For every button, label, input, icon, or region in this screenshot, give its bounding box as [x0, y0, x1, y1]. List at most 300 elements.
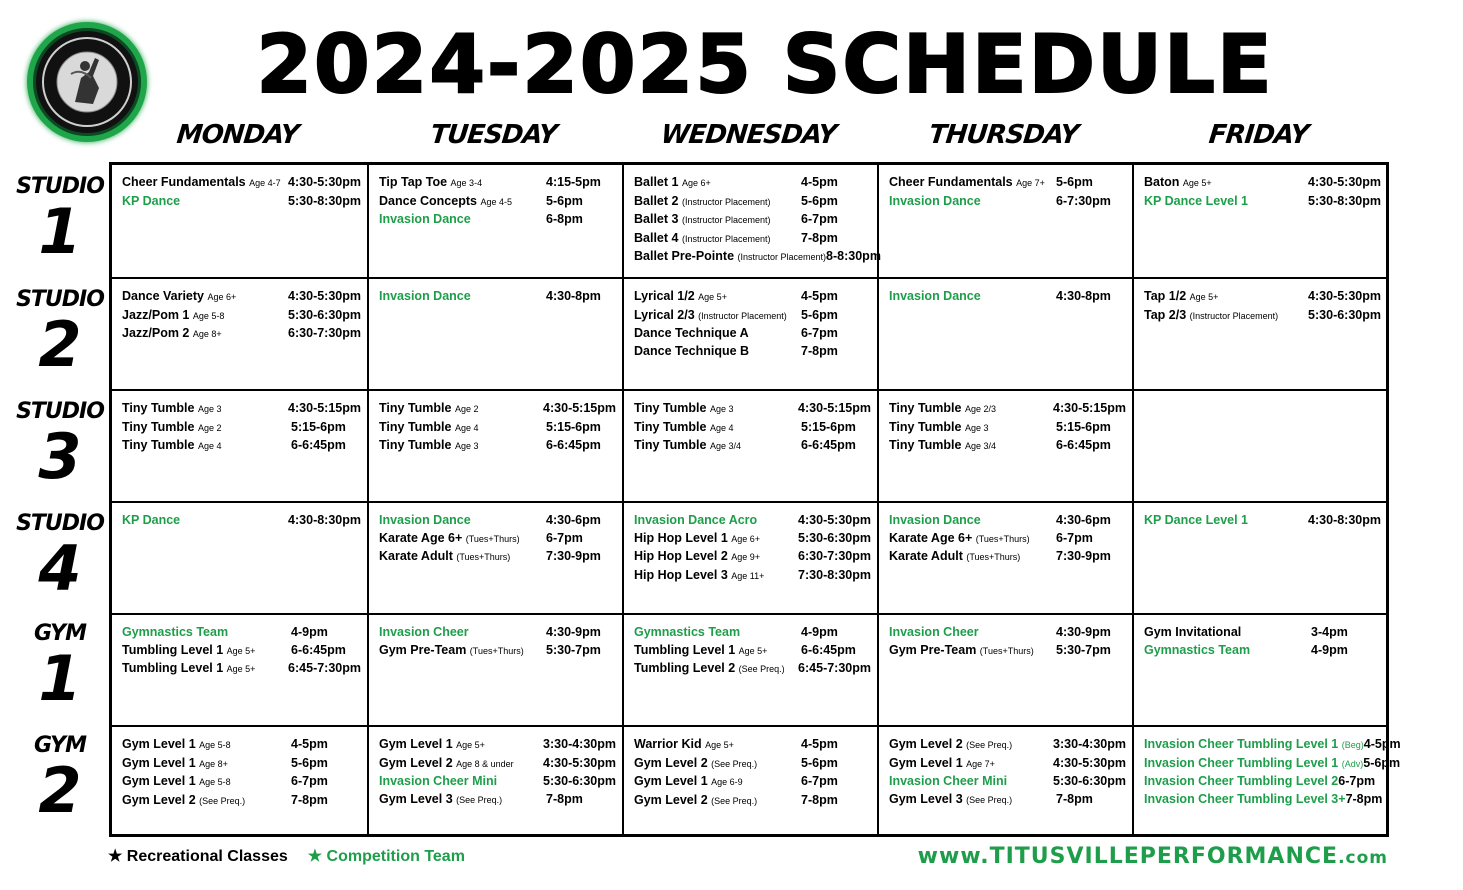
class-note: Age 4-5 — [480, 196, 512, 207]
class-time: 5-6pm — [291, 755, 328, 770]
class-entry — [379, 437, 616, 456]
class-time: 6:45-7:30pm — [798, 661, 871, 675]
schedule-cell — [367, 503, 622, 613]
class-name — [889, 791, 1012, 810]
class-time: 7:30-9pm — [1056, 549, 1111, 563]
class-time: 6-7pm — [801, 326, 838, 340]
class-entry — [122, 288, 361, 307]
schedule-row — [112, 389, 1386, 501]
class-entry — [122, 174, 361, 193]
class-name — [889, 755, 995, 774]
class-name — [634, 437, 741, 456]
class-name — [122, 642, 255, 661]
class-note: (Instructor Placement) — [681, 196, 771, 207]
schedule-cell — [622, 391, 877, 501]
class-title: Gym Level 1 — [122, 755, 196, 770]
class-title: Tiny Tumble — [634, 419, 707, 434]
class-note: (Adv) — [1341, 758, 1364, 769]
class-note: Age 4-7 — [249, 178, 281, 188]
class-title: Gymnastics Team — [122, 625, 229, 639]
class-note: Age 6+ — [207, 292, 237, 302]
class-title: Karate Adult — [889, 549, 963, 563]
class-title: Gym Pre-Team — [379, 642, 467, 657]
class-time: 4-9pm — [801, 625, 838, 639]
class-name — [122, 174, 281, 193]
class-note: Age 9+ — [731, 552, 761, 562]
class-name — [634, 174, 711, 193]
class-entry — [889, 419, 1126, 438]
class-entry — [122, 660, 361, 679]
class-time: 7-8pm — [801, 792, 838, 807]
class-entry — [1144, 512, 1381, 530]
class-title: Tiny Tumble — [122, 419, 195, 434]
class-name — [379, 548, 510, 567]
class-time: 6-7:30pm — [1056, 193, 1111, 208]
class-entry — [889, 791, 1126, 810]
class-time: 4:30-8pm — [1056, 289, 1111, 303]
class-time: 3:30-4:30pm — [543, 737, 616, 751]
class-title: Hip Hop Level 2 — [634, 549, 728, 563]
class-time: 5-6pm — [1056, 175, 1093, 189]
class-title: Dance Technique B — [634, 343, 750, 358]
schedule-row — [112, 165, 1386, 277]
class-time: 4:30-5:30pm — [1053, 755, 1126, 770]
class-entry — [889, 193, 1126, 211]
class-time: 4:30-8:30pm — [288, 513, 361, 527]
class-entry — [634, 736, 871, 755]
class-note: (Beg) — [1341, 740, 1364, 750]
class-note: Age 3 — [197, 404, 222, 414]
class-note: (See Preq.) — [738, 664, 785, 674]
class-title: Gym Invitational — [1144, 625, 1242, 639]
class-note: Age 4 — [197, 441, 222, 451]
class-name — [379, 512, 471, 530]
class-note: (See Preq.) — [199, 795, 246, 806]
class-time: 5:15-6pm — [1056, 419, 1111, 434]
schedule-cell — [622, 279, 877, 389]
class-time: 4:30-5:15pm — [1053, 401, 1126, 415]
class-title: Tumbling Level 1 — [122, 642, 224, 657]
class-time: 4:30-5:15pm — [798, 401, 871, 415]
class-entry — [379, 211, 616, 229]
class-title: Invasion Cheer Tumbling Level 1 — [1144, 737, 1339, 751]
class-note: Age 3-4 — [450, 178, 483, 188]
class-title: Ballet 4 — [634, 230, 679, 245]
class-name — [1144, 755, 1363, 774]
class-entry — [634, 530, 871, 549]
website-suffix: .com — [1338, 848, 1388, 868]
class-time: 4:30-5:15pm — [543, 401, 616, 415]
class-time: 4:30-5:30pm — [288, 175, 361, 189]
class-title: Gym Level 1 — [889, 755, 963, 770]
class-time: 4-5pm — [1363, 737, 1401, 751]
class-time: 6-6:45pm — [546, 438, 601, 452]
class-note: Age 4 — [709, 422, 734, 433]
class-name — [634, 248, 826, 267]
room-label-number: 2 — [38, 308, 82, 381]
class-entry — [889, 548, 1126, 567]
class-title: Karate Age 6+ — [379, 530, 463, 545]
class-note: (Instructor Placement) — [737, 252, 827, 262]
class-title: Gym Level 2 — [634, 792, 708, 807]
class-entry — [634, 419, 871, 438]
class-entry — [379, 400, 616, 419]
schedule-cell — [877, 503, 1132, 613]
class-time: 4:30-9pm — [546, 625, 601, 639]
class-title: KP Dance — [122, 513, 181, 527]
class-entry — [634, 755, 871, 774]
class-time: 4:30-9pm — [1056, 625, 1111, 639]
class-title: Invasion Dance — [379, 289, 471, 303]
class-title: Invasion Dance — [889, 513, 981, 527]
class-note: Age 3 — [454, 441, 479, 451]
class-note: Age 3 — [964, 422, 989, 433]
class-name — [379, 211, 471, 229]
class-entry — [889, 437, 1126, 456]
class-name — [634, 400, 733, 419]
schedule-cell — [367, 727, 622, 834]
schedule-cell — [367, 165, 622, 277]
class-name — [122, 437, 221, 456]
class-note: (Instructor Placement) — [681, 215, 771, 225]
class-time: 4:30-6pm — [546, 513, 601, 527]
class-name — [889, 548, 1020, 567]
class-note: Age 3/4 — [964, 441, 996, 451]
class-time: 6:30-7:30pm — [288, 326, 361, 340]
class-entry — [634, 230, 871, 249]
class-name — [634, 288, 727, 307]
room-label-name: GYM — [34, 733, 86, 758]
class-time: 4:30-5:30pm — [798, 513, 871, 527]
class-entry — [1144, 642, 1381, 660]
room-label-number: 4 — [38, 532, 82, 605]
class-note: Age 5+ — [1189, 292, 1219, 302]
class-name — [379, 642, 524, 661]
room-label-number: 1 — [38, 642, 82, 715]
class-entry — [634, 792, 871, 811]
class-time: 5:30-6:30pm — [543, 774, 616, 788]
class-name — [634, 230, 770, 249]
class-entry — [1144, 736, 1401, 755]
day-header-friday: FRIDAY — [1207, 120, 1310, 150]
day-header-tuesday: TUESDAY — [428, 120, 559, 150]
class-note: (Tues+Thurs) — [979, 645, 1034, 656]
class-entry — [379, 773, 616, 791]
class-name — [634, 211, 770, 230]
class-entry — [1144, 174, 1381, 193]
class-title: Hip Hop Level 3 — [634, 567, 728, 582]
class-title: Hip Hop Level 1 — [634, 530, 728, 545]
class-entry — [1144, 755, 1401, 774]
class-title: Karate Age 6+ — [889, 530, 973, 545]
class-name — [1144, 773, 1338, 791]
class-time: 4:30-6pm — [1056, 513, 1111, 527]
schedule-cell — [877, 165, 1132, 277]
class-title: Jazz/Pom 2 — [122, 326, 190, 340]
schedule-row — [112, 501, 1386, 613]
class-title: Gym Level 2 — [634, 755, 708, 770]
class-name — [379, 773, 497, 791]
class-time: 4:30-5:30pm — [288, 289, 361, 303]
class-title: Gym Level 1 — [379, 737, 453, 751]
class-name — [122, 288, 236, 307]
class-note: Age 8+ — [192, 329, 222, 339]
class-entry — [379, 193, 616, 212]
class-name — [1144, 193, 1248, 211]
class-time: 5:15-6pm — [546, 419, 601, 434]
class-name — [1144, 736, 1364, 755]
class-name — [379, 419, 478, 438]
schedule-cell — [877, 615, 1132, 725]
day-header-wednesday: WEDNESDAY — [659, 120, 838, 150]
class-note: (Tues+Thurs) — [456, 552, 511, 562]
class-entry — [889, 530, 1126, 549]
class-time: 7:30-9pm — [546, 549, 601, 563]
class-title: Dance Concepts — [379, 193, 477, 208]
class-time: 5:30-6:30pm — [798, 530, 871, 545]
class-entry — [379, 512, 616, 530]
class-name — [634, 736, 734, 755]
class-time: 4:15-5pm — [546, 175, 601, 189]
class-time: 6-6:45pm — [801, 642, 856, 657]
class-entry — [634, 288, 871, 307]
class-note: Age 7+ — [966, 758, 995, 769]
schedule-row — [112, 725, 1401, 834]
class-name — [1144, 288, 1218, 307]
schedule-cell — [112, 165, 367, 277]
class-name — [122, 792, 245, 811]
class-title: Ballet 2 — [634, 193, 679, 208]
class-name — [889, 193, 981, 211]
class-title: Ballet 3 — [634, 212, 679, 226]
class-title: Gym Level 1 — [122, 774, 196, 788]
class-note: Age 6+ — [731, 533, 761, 544]
class-time: 4-9pm — [1311, 642, 1348, 657]
class-time: 5-6pm — [546, 193, 583, 208]
class-title: Tumbling Level 1 — [122, 661, 224, 675]
class-time: 4:30-5:30pm — [1308, 289, 1381, 303]
class-title: Tumbling Level 2 — [634, 661, 736, 675]
class-time: 4:30-5:15pm — [288, 401, 361, 415]
class-entry — [379, 288, 616, 306]
class-note: Age 5+ — [738, 645, 768, 656]
class-note: Age 2 — [454, 404, 479, 414]
class-name — [634, 642, 767, 661]
room-label — [14, 399, 106, 493]
class-entry — [122, 512, 361, 530]
class-name — [122, 419, 221, 438]
class-name — [379, 624, 469, 642]
class-name — [379, 288, 471, 306]
room-label — [14, 511, 106, 605]
class-title: Ballet Pre-Pointe — [634, 249, 735, 263]
class-name — [889, 736, 1012, 755]
class-note: Age 5-8 — [199, 777, 231, 787]
class-entry — [889, 512, 1126, 530]
class-title: Tumbling Level 1 — [634, 642, 736, 657]
class-title: Tap 2/3 — [1144, 307, 1187, 322]
class-title: Tiny Tumble — [379, 401, 452, 415]
class-entry — [1144, 791, 1381, 809]
class-note: Age 5-8 — [199, 740, 231, 750]
schedule-cell — [1132, 279, 1387, 389]
class-entry — [634, 400, 871, 419]
class-name — [379, 530, 520, 549]
class-name — [1144, 791, 1346, 809]
class-name — [122, 512, 180, 530]
class-note: (See Preq.) — [711, 795, 758, 806]
class-name — [889, 419, 988, 438]
class-title: Invasion Cheer Tumbling Level 2 — [1144, 774, 1339, 788]
class-title: Invasion Cheer Tumbling Level 3+ — [1144, 791, 1346, 806]
website-link[interactable] — [918, 844, 1388, 869]
schedule-cell — [1132, 727, 1401, 834]
class-note: (Tues+Thurs) — [465, 533, 520, 544]
class-note: Age 11+ — [731, 570, 765, 581]
class-title: Tiny Tumble — [122, 401, 195, 415]
class-name — [1144, 174, 1212, 193]
class-title: Gym Level 1 — [634, 774, 708, 788]
class-title: KP Dance — [122, 193, 181, 208]
class-name — [634, 419, 733, 438]
class-time: 3-4pm — [1311, 625, 1348, 639]
class-title: Tap 1/2 — [1144, 289, 1187, 303]
class-title: Invasion Dance — [379, 513, 471, 527]
class-title: Tiny Tumble — [634, 438, 707, 452]
class-note: Age 5+ — [705, 740, 734, 750]
class-name — [634, 512, 757, 530]
schedule-row — [112, 613, 1386, 725]
class-title: KP Dance Level 1 — [1144, 193, 1248, 208]
class-note: Age 6+ — [681, 178, 711, 188]
room-label — [14, 621, 106, 715]
class-time: 4:30-8pm — [546, 289, 601, 303]
class-entry — [122, 736, 361, 755]
class-entry — [889, 773, 1126, 791]
class-entry — [122, 437, 361, 456]
class-name — [889, 624, 979, 642]
class-note: Age 7+ — [1016, 178, 1045, 188]
class-note: Age 3 — [709, 404, 734, 414]
class-entry — [634, 773, 871, 792]
class-name — [122, 660, 255, 679]
class-note: (Instructor Placement) — [681, 233, 771, 244]
class-note: Age 8+ — [199, 758, 228, 769]
class-name — [379, 736, 485, 755]
schedule-cell — [112, 615, 367, 725]
class-entry — [379, 755, 616, 774]
class-entry — [122, 400, 361, 419]
schedule-cell — [622, 615, 877, 725]
class-entry — [122, 325, 361, 344]
room-label-number: 2 — [38, 754, 82, 827]
class-time: 4-5pm — [291, 737, 328, 751]
class-title: Jazz/Pom 1 — [122, 307, 190, 322]
class-name — [634, 343, 749, 361]
class-title: Tiny Tumble — [122, 438, 195, 452]
class-time: 7-8pm — [801, 230, 838, 245]
class-name — [1144, 642, 1250, 660]
class-name — [634, 307, 787, 326]
class-time: 5-6pm — [801, 193, 838, 208]
day-header-monday: MONDAY — [175, 120, 300, 150]
class-entry — [634, 624, 871, 642]
class-name — [379, 437, 478, 456]
class-entry — [634, 248, 881, 267]
class-title: Gym Level 3 — [889, 791, 963, 806]
class-title: Karate Adult — [379, 549, 453, 563]
class-note: Age 5+ — [226, 664, 256, 674]
class-title: Cheer Fundamentals — [889, 175, 1013, 189]
class-entry — [379, 174, 616, 193]
class-entry — [634, 307, 871, 326]
class-time: 4:30-5:30pm — [543, 755, 616, 770]
room-label-name: STUDIO — [16, 287, 104, 312]
class-name — [1144, 624, 1241, 642]
class-time: 6-6:45pm — [801, 438, 856, 452]
class-title: Gym Pre-Team — [889, 642, 977, 657]
class-name — [379, 174, 482, 193]
class-note: (Tues+Thurs) — [966, 552, 1021, 562]
room-label-number: 1 — [38, 195, 82, 268]
class-title: KP Dance Level 1 — [1144, 513, 1248, 527]
class-entry — [1144, 773, 1381, 791]
class-entry — [379, 624, 616, 642]
class-name — [889, 512, 981, 530]
schedule-cell — [877, 727, 1132, 834]
class-time: 7-8pm — [546, 791, 583, 806]
class-time: 5:15-6pm — [291, 419, 346, 434]
class-time: 5:30-8:30pm — [288, 193, 361, 208]
class-note: Age 5+ — [456, 740, 485, 750]
room-label-name: GYM — [34, 621, 86, 646]
schedule-cell — [367, 391, 622, 501]
schedule-cell — [877, 391, 1132, 501]
class-entry — [634, 193, 871, 212]
class-entry — [634, 325, 871, 343]
class-title: Gym Level 1 — [122, 737, 196, 751]
class-time: 6-8pm — [546, 212, 583, 226]
class-entry — [634, 437, 871, 456]
class-note: (Instructor Placement) — [1189, 310, 1279, 321]
schedule-cell — [367, 615, 622, 725]
class-title: Baton — [1144, 175, 1180, 189]
schedule-cell — [622, 503, 877, 613]
class-title: Lyrical 1/2 — [634, 289, 695, 303]
class-time: 4-5pm — [801, 175, 838, 189]
class-title: Tiny Tumble — [634, 401, 707, 415]
class-title: Lyrical 2/3 — [634, 307, 695, 322]
class-name — [122, 624, 228, 642]
class-note: Age 5+ — [226, 645, 256, 656]
class-time: 5:15-6pm — [801, 419, 856, 434]
class-name — [634, 193, 770, 212]
class-entry — [634, 642, 871, 661]
class-time: 6-6:45pm — [291, 438, 346, 452]
class-time: 7-8pm — [801, 343, 838, 358]
class-name — [122, 400, 221, 419]
class-entry — [122, 792, 361, 811]
class-note: (Tues+Thurs) — [975, 533, 1030, 544]
class-title: Gymnastics Team — [634, 625, 741, 639]
class-title: Gym Level 2 — [122, 792, 196, 807]
class-name — [889, 400, 996, 419]
class-note: (See Preq.) — [966, 794, 1013, 805]
class-title: Cheer Fundamentals — [122, 175, 246, 189]
class-title: Gym Level 3 — [379, 791, 453, 806]
class-entry — [1144, 288, 1381, 307]
class-entry — [634, 567, 871, 586]
